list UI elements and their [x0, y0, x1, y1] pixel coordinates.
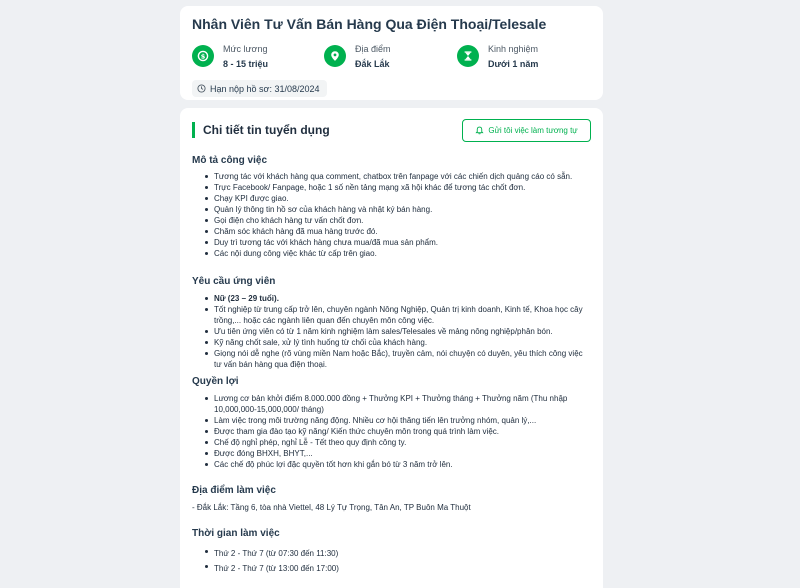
list-item: Trực Facebook/ Fanpage, hoặc 1 số nền tảng mạng xã hội khác để tương tác chốt đơn.	[204, 182, 592, 193]
list-item: Thứ 2 - Thứ 7 (từ 13:00 đến 17:00)	[204, 561, 592, 576]
job-header-card	[180, 6, 603, 100]
list-item: Tương tác với khách hàng qua comment, chatbox trên fanpage với các chiến dịch quảng cáo có sẵn.	[204, 171, 592, 182]
worktime-list	[204, 546, 592, 576]
description-heading: Mô tả công việc	[192, 155, 268, 166]
clock-icon	[197, 84, 206, 93]
requirements-heading: Yêu cầu ứng viên	[192, 276, 276, 287]
list-item: Chế độ nghỉ phép, nghỉ Lễ - Tết theo quy định công ty.	[204, 437, 592, 448]
salary-icon	[192, 45, 214, 67]
list-item: Duy trì tương tác với khách hàng chưa mua/đã mua sản phẩm.	[204, 237, 592, 248]
worktime-heading: Thời gian làm việc	[192, 528, 280, 539]
list-item: Tốt nghiệp từ trung cấp trở lên, chuyên ngành Nông Nghiệp, Quản trị kinh doanh, Kinh tế, Khoa học cây trồng,... hoặc các ngành liên quan đến chuyên môn công việc.	[204, 304, 592, 326]
list-item: Các chế độ phúc lợi đặc quyền tốt hơn khi gắn bó từ 3 năm trở lên.	[204, 459, 592, 470]
list-item: Chạy KPI được giao.	[204, 193, 592, 204]
send-similar-jobs-button[interactable]	[462, 119, 591, 142]
hourglass-icon	[457, 45, 479, 67]
job-detail-card	[180, 108, 603, 588]
experience-label: Kinh nghiệm	[488, 44, 539, 54]
location-label: Địa điểm	[355, 44, 391, 54]
list-item: Ưu tiên ứng viên có từ 1 năm kinh nghiệm làm sales/Telesales về mảng nông nghiệp/phân bón.	[204, 326, 592, 337]
section-header	[192, 122, 330, 138]
requirements-list	[204, 293, 592, 370]
experience-value: Dưới 1 năm	[488, 59, 539, 69]
location-pin-icon	[324, 45, 346, 67]
workplace-address: - Đắk Lắk: Tầng 6, tòa nhà Viettel, 48 Lý Tự Trọng, Tân An, TP Buôn Ma Thuột	[192, 503, 471, 512]
list-item: Kỹ năng chốt sale, xử lý tình huống từ chối của khách hàng.	[204, 337, 592, 348]
benefits-list	[204, 393, 592, 470]
deadline-badge	[192, 80, 327, 97]
section-title: Chi tiết tin tuyển dụng	[203, 123, 330, 137]
experience-info	[457, 43, 538, 70]
svg-text:$: $	[200, 52, 206, 61]
description-list	[204, 171, 592, 259]
salary-label: Mức lương	[223, 44, 268, 54]
list-item: Chăm sóc khách hàng đã mua hàng trước đó.	[204, 226, 592, 237]
send-similar-jobs-label: Gửi tôi việc làm tương tự	[488, 126, 578, 135]
bell-icon	[475, 126, 484, 135]
list-item: Quản lý thông tin hồ sơ của khách hàng và nhật ký bán hàng.	[204, 204, 592, 215]
list-item: Làm việc trong môi trường năng động. Nhiều cơ hội thăng tiến lên trưởng nhóm, quản lý,...	[204, 415, 592, 426]
salary-info	[192, 43, 268, 70]
workplace-heading: Địa điểm làm việc	[192, 485, 276, 496]
list-item: Các nội dung công việc khác từ cấp trên giao.	[204, 248, 592, 259]
location-value: Đắk Lắk	[355, 59, 390, 69]
list-item: Gọi điện cho khách hàng tư vấn chốt đơn.	[204, 215, 592, 226]
salary-value: 8 - 15 triệu	[223, 59, 269, 69]
list-item: Được đóng BHXH, BHYT,...	[204, 448, 592, 459]
list-item: Thứ 2 - Thứ 7 (từ 07:30 đến 11:30)	[204, 546, 592, 561]
list-item: Được tham gia đào tạo kỹ năng/ Kiến thức chuyên môn trong quá trình làm việc.	[204, 426, 592, 437]
benefits-heading: Quyền lợi	[192, 376, 239, 387]
list-item: Nữ (23 – 29 tuổi).	[204, 293, 592, 304]
list-item: Lương cơ bản khởi điểm 8.000.000 đồng + Thưởng KPI + Thưởng tháng + Thưởng năm (Thu nhập 10,000,000-15,000,000/ tháng)	[204, 393, 592, 415]
deadline-text: Hạn nộp hồ sơ: 31/08/2024	[210, 83, 320, 94]
location-info	[324, 43, 391, 70]
accent-bar	[192, 122, 195, 138]
job-title: Nhân Viên Tư Vấn Bán Hàng Qua Điện Thoại/Telesale	[192, 16, 547, 32]
list-item: Giọng nói dễ nghe (rõ vùng miền Nam hoặc Bắc), truyền cảm, nói chuyện có duyên, yêu thích công việc tư vấn bán hàng qua điện thoại.	[204, 348, 592, 370]
